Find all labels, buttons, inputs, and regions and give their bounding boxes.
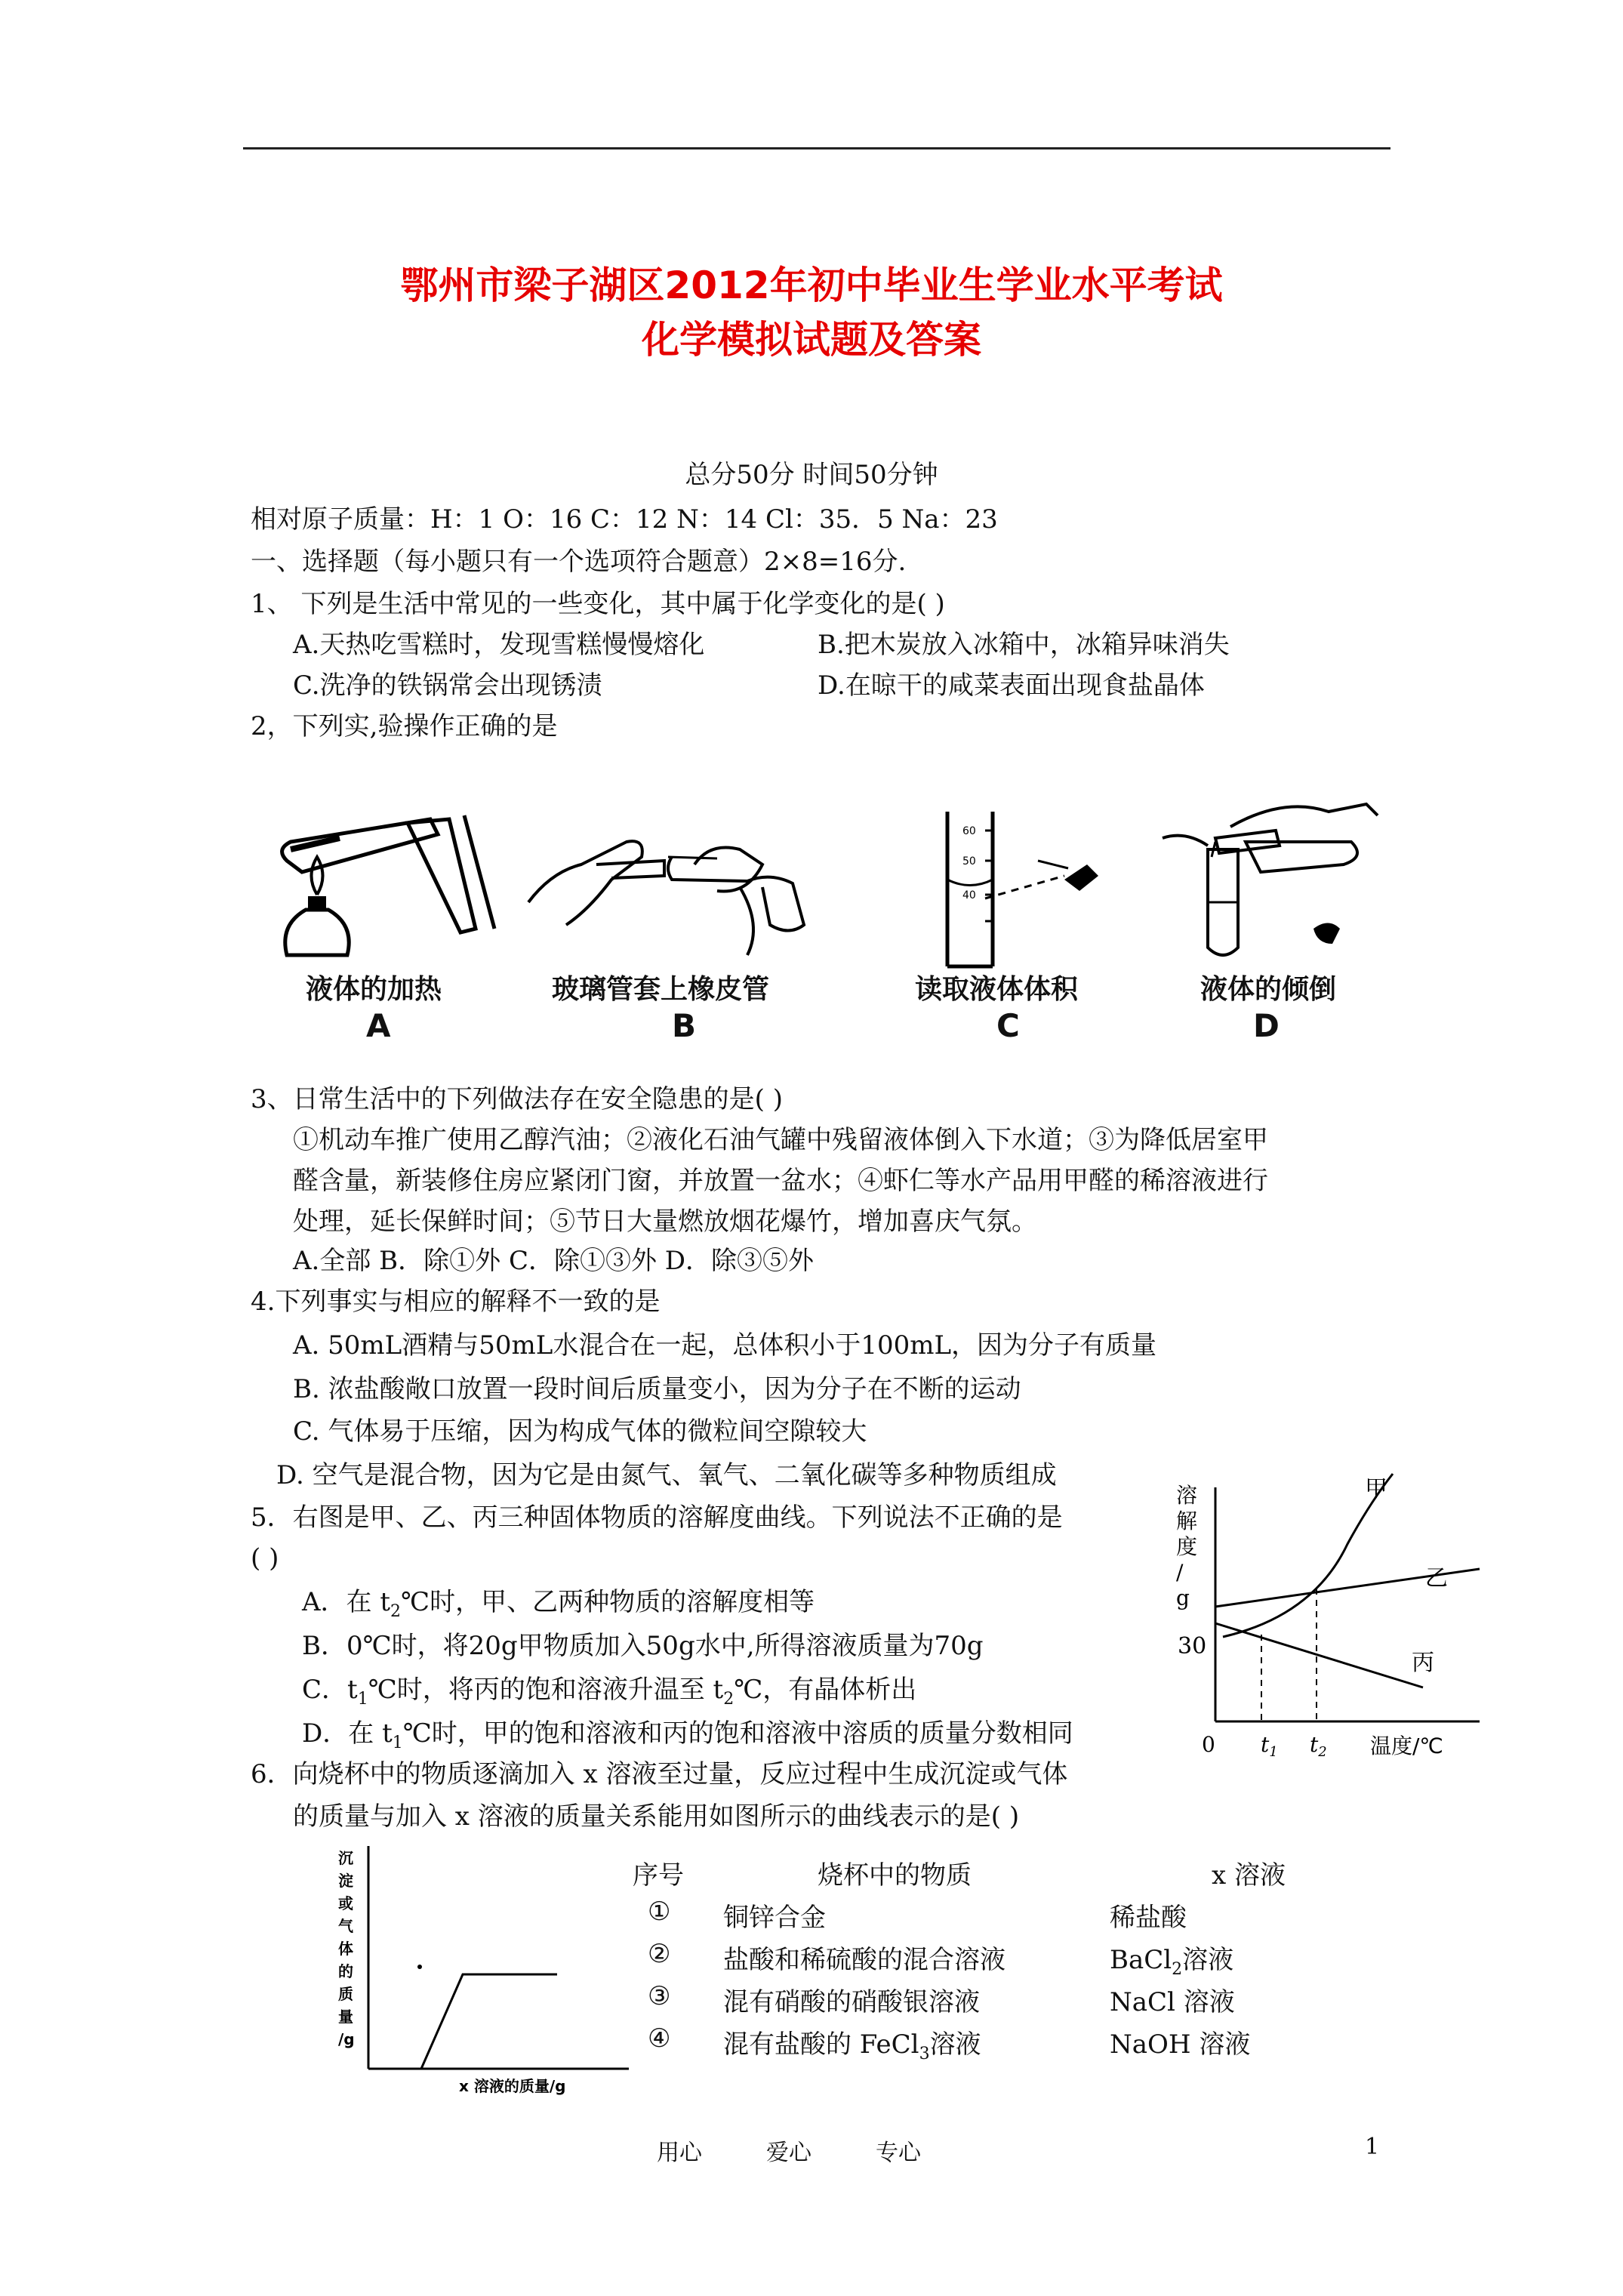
caption-c: 读取液体体积 [914,974,1078,1005]
figure-pour-liquid [1140,797,1381,966]
row4-solution: NaOH 溶液 [1110,2029,1251,2060]
row3-solution: NaCl 溶液 [1110,1987,1235,2017]
q5-option-b: B．0℃时，将20g甲物质加入50g水中,所得溶液质量为70g [302,1631,984,1661]
atomic-mass: 相对原子质量：H：1 O：16 C：12 N：14 Cl：35．5 Na：23 [251,504,998,535]
letter-d: D [1253,1007,1280,1044]
caption-a: 液体的加热 [305,974,442,1005]
figure-liquid-heating [272,804,498,963]
letter-a: A [366,1007,391,1044]
q5-option-c: C．$t_1℃$时，将丙的饱和溶液升温至 $t_2℃$，有晶体析出 [302,1675,917,1709]
q3-options: A.全部 B．除①外 C．除①③外 D．除③⑤外 [293,1246,815,1276]
q6-y-label-char: 或 [338,1894,353,1912]
q6-y-label-char: 量 [338,2008,353,2026]
y-axis-label-char: 溶 [1176,1483,1198,1508]
header-rule [243,147,1390,149]
row3-no: ③ [648,1981,671,2011]
cylinder-tick-40: 40 [962,889,976,901]
y-axis-label-char: 解 [1176,1509,1198,1533]
q3-stem: 3、日常生活中的下列做法存在安全隐患的是( ) [251,1084,783,1114]
row2-solution: BaCl$_2$溶液 [1110,1945,1234,1979]
caption-d: 液体的倾倒 [1200,974,1336,1005]
q1-option-d: D.在晾干的咸菜表面出现食盐晶体 [818,670,1205,701]
q6-y-label-char: 沉 [338,1849,353,1867]
row2-no: ② [648,1939,671,1969]
q6-y-label-char: 的 [338,1962,353,1980]
cylinder-tick-50: 50 [962,855,976,868]
score-time: 总分50分 时间50分钟 [685,460,938,490]
q1-stem: 1、 下列是生活中常见的一些变化，其中属于化学变化的是( ) [251,589,945,619]
table-header-solution: x 溶液 [1212,1860,1286,1891]
letter-b: B [672,1007,697,1044]
x-tick-t2: $t_2$ [1310,1732,1327,1759]
q6-stem-1: 6．向烧杯中的物质逐滴加入 x 溶液至过量，反应过程中生成沉淀或气体 [251,1759,1068,1789]
y-axis-label-char: g [1176,1586,1190,1610]
label-yi: 乙 [1425,1565,1448,1592]
q6-y-label-char: 体 [338,1940,353,1958]
section-heading: 一、选择题（每小题只有一个选项符合题意）2×8=16分. [251,547,907,577]
figure-tube-rubber [521,812,808,963]
q6-y-label-char: 淀 [338,1872,353,1890]
footer-motto-1: 用心 [657,2140,702,2166]
row1-substance: 铜锌合金 [723,1903,826,1933]
q1-option-c: C.洗净的铁锅常会出现锈渍 [293,670,602,701]
q5-paren: ( ) [251,1543,279,1573]
q4-stem: 4.下列事实与相应的解释不一致的是 [251,1287,661,1317]
q3-body-2: 醛含量，新装修住房应紧闭门窗，并放置一盆水；④虾仁等水产品用甲醛的稀溶液进行 [293,1166,1268,1196]
q4-option-a: A. 50mL酒精与50mL水混合在一起，总体积小于100mL，因为分子有质量 [293,1330,1157,1361]
y-tick-30: 30 [1178,1633,1207,1660]
page-title: 鄂州市梁子湖区2012年初中毕业生学业水平考试 [400,264,1223,307]
caption-b: 玻璃管套上橡皮管 [551,974,769,1005]
q6-x-label: x 溶液的质量/g [459,2077,566,2095]
q5-option-d: D．在 $t_1℃$时，甲的饱和溶液和丙的饱和溶液中溶质的质量分数相同 [302,1718,1073,1752]
q4-option-c: C. 气体易于压缩，因为构成气体的微粒间空隙较大 [293,1416,867,1447]
table-header-no: 序号 [633,1860,684,1891]
q3-body-3: 处理，延长保鲜时间；⑤节日大量燃放烟花爆竹，增加喜庆气氛。 [293,1207,1037,1237]
q3-body-1: ①机动车推广使用乙醇汽油；②液化石油气罐中残留液体倒入下水道；③为降低居室甲 [293,1125,1268,1155]
q2-stem: 2，下列实,验操作正确的是 [251,711,558,741]
row1-no: ① [648,1897,671,1927]
q6-y-label-char: 质 [338,1985,353,2003]
q6-curve [421,1974,557,2069]
q4-option-b: B. 浓盐酸敞口放置一段时间后质量变小，因为分子在不断的运动 [293,1374,1021,1404]
q6-dot [417,1965,422,1969]
solubility-chart [1163,1472,1487,1759]
x-axis-label: 温度/℃ [1370,1734,1443,1758]
y-axis-label-char: / [1176,1560,1184,1585]
series-bing [1215,1623,1423,1687]
label-jia: 甲 [1365,1476,1387,1502]
label-bing: 丙 [1412,1650,1434,1676]
table-header-substance: 烧杯中的物质 [818,1860,972,1891]
row1-solution: 稀盐酸 [1110,1903,1187,1933]
q4-option-d: D. 空气是混合物，因为它是由氮气、氧气、二氧化碳等多种物质组成 [276,1460,1057,1490]
q6-y-label [338,1849,355,2048]
cylinder-tick-60: 60 [962,825,976,837]
row3-substance: 混有硝酸的硝酸银溶液 [723,1987,980,2017]
footer-motto-2: 爱心 [766,2140,812,2166]
q1-option-a: A.天热吃雪糕时，发现雪糕慢慢熔化 [293,630,705,660]
footer-motto-3: 专心 [876,2140,921,2166]
row4-substance: 混有盐酸的 FeCl$_3$溶液 [723,2029,981,2063]
row4-no: ④ [648,2023,671,2054]
y-axis-label-char: 度 [1176,1534,1198,1559]
letter-c: C [996,1007,1020,1044]
page-number: 1 [1365,2134,1380,2160]
q6-graph [331,1842,633,2099]
page-subtitle: 化学模拟试题及答案 [642,318,981,362]
q5-option-a: A．在 $t_2℃$时，甲、乙两种物质的溶解度相等 [302,1587,815,1621]
q1-option-b: B.把木炭放入冰箱中，冰箱异味消失 [818,630,1230,660]
figure-read-volume [940,808,1151,970]
q6-y-label-char: 气 [338,1917,353,1935]
origin-label: 0 [1202,1732,1215,1757]
x-tick-t1: $t_1$ [1261,1732,1278,1759]
q6-stem-2: 的质量与加入 x 溶液的质量关系能用如图所示的曲线表示的是( ) [293,1801,1020,1832]
q6-y-label-char: /g [338,2030,355,2048]
row2-substance: 盐酸和稀硫酸的混合溶液 [723,1945,1006,1975]
q5-stem: 5．右图是甲、乙、丙三种固体物质的溶解度曲线。下列说法不正确的是 [251,1502,1063,1533]
